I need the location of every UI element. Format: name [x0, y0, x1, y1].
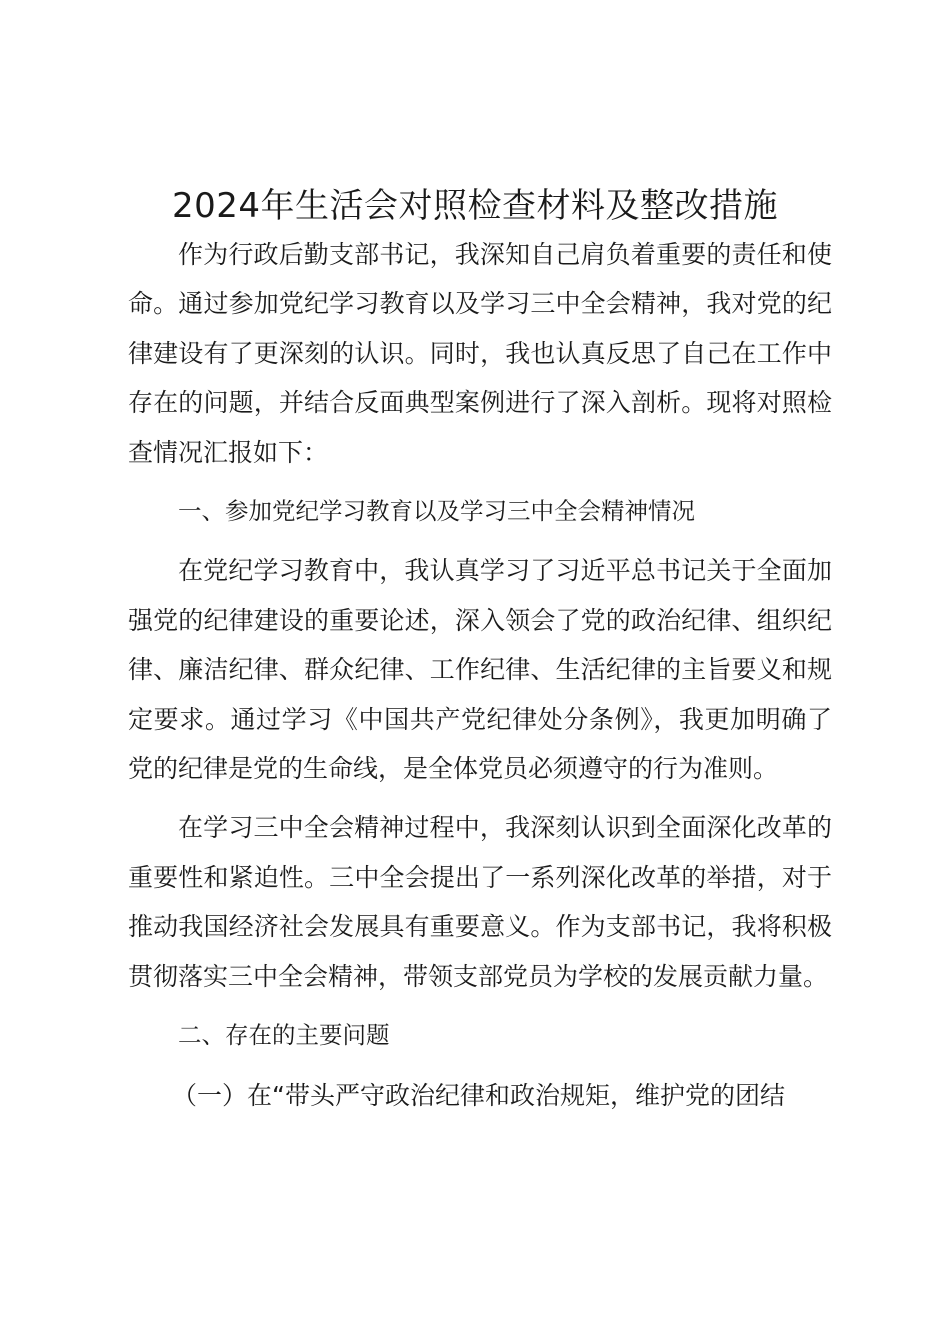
spacer	[128, 477, 832, 487]
section-1-paragraph-1: 在党纪学习教育中，我认真学习了习近平总书记关于全面加强党的纪律建设的重要论述，深入领会了党的政治纪律、组织纪律、廉洁纪律、群众纪律、工作纪律、生活纪律的主旨要义和规定要求。通过学习《中国共产党纪律处分条例》，我更加明确了党的纪律是党的生命线，是全体党员必须遵守的行为准则。	[128, 556, 832, 784]
section-2-heading: 二、存在的主要问题	[178, 1021, 390, 1050]
section-1-paragraph-2: 在学习三中全会精神过程中，我深刻认识到全面深化改革的重要性和紧迫性。三中全会提出了一系列深化改革的举措，对于推动我国经济社会发展具有重要意义。作为支部书记，我将积极贯彻落实三中全会精神，带领支部党员为学校的发展贡献力量。	[128, 813, 832, 991]
document-title: 2024年生活会对照检查材料及整改措施	[171, 186, 779, 226]
intro-paragraph: 作为行政后勤支部书记，我深知自己肩负着重要的责任和使命。通过参加党纪学习教育以及学习三中全会精神，我对党的纪律建设有了更深刻的认识。同时，我也认真反思了自己在工作中存在的问题，并结合反面典型案例进行了深入剖析。现将对照检查情况汇报如下：	[128, 240, 832, 467]
section-2-subheading-1: （一）在“带头严守政治纪律和政治规矩，维护党的团结	[172, 1080, 785, 1110]
spacer	[128, 1001, 832, 1011]
spacer	[128, 536, 832, 546]
spacer	[128, 1061, 832, 1071]
document-body	[128, 230, 832, 1120]
section-1-heading: 一、参加党纪学习教育以及学习三中全会精神情况	[178, 497, 695, 526]
spacer	[128, 793, 832, 803]
